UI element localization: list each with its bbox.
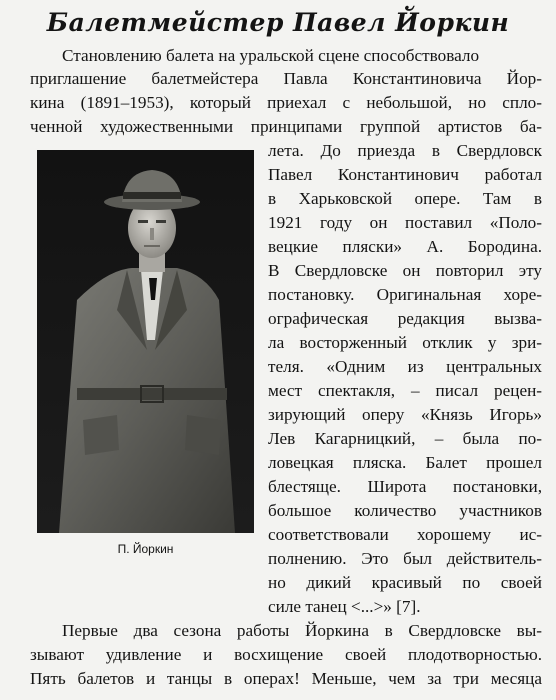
text-line: Пять балетов и танцы в операх! Меньше, чем за три месяца (30, 669, 542, 688)
text-line: Лев Кагарницкий, – была по- (268, 429, 542, 448)
text-line: в Харьковской опере. Там в (268, 189, 542, 208)
portrait-illustration (37, 150, 254, 533)
page-title: Балетмейстер Павел Йоркин (46, 8, 510, 37)
photo-caption: П. Йоркин (117, 542, 174, 556)
text-line: мест спектакля, – писал рецен- (268, 381, 542, 400)
text-line: большое количество участников (268, 501, 542, 520)
text-line: Павел Константинович работал (268, 165, 542, 184)
text-line: зирующий оперу «Князь Игорь» (268, 405, 542, 424)
text-line: вецкие пляски» А. Бородина. (268, 237, 542, 256)
text-line: полнению. Это был действитель- (268, 549, 542, 568)
text-line: Первые два сезона работы Йоркина в Свердловске вы- (62, 621, 542, 640)
text-line: ченной художественными принципами группой артистов ба- (30, 117, 542, 136)
text-line: зывают удивление и восхищение своей плодотворностью. (30, 645, 542, 664)
text-line: ловецкая пляска. Балет прошел (268, 453, 542, 472)
text-line: но дикий красивый по своей (268, 573, 542, 592)
text-line: постановку. Оригинальная хоре- (268, 285, 542, 304)
text-line: ографическая редакция вызва- (268, 309, 542, 328)
text-line: В Свердловске он повторил эту (268, 261, 542, 280)
text-line: лета. До приезда в Свердловск (268, 141, 542, 160)
text-line: соответствовали хорошему ис- (268, 525, 542, 544)
text-line: Становлению балета на уральской сцене способствовало (62, 46, 480, 65)
text-line: силе танец <...>» [7]. (268, 597, 421, 616)
text-line: 1921 году он поставил «Поло- (268, 213, 542, 232)
text-line: блестяще. Широта постановки, (268, 477, 542, 496)
text-line: кина (1891–1953), который приехал с небольшой, но спло- (30, 93, 542, 112)
text-line: ла восторженный отклик у зри- (268, 333, 542, 352)
text-line: теля. «Одним из центральных (268, 357, 542, 376)
text-line: приглашение балетмейстера Павла Константиновича Йор- (30, 69, 542, 88)
portrait-photo (37, 150, 254, 533)
